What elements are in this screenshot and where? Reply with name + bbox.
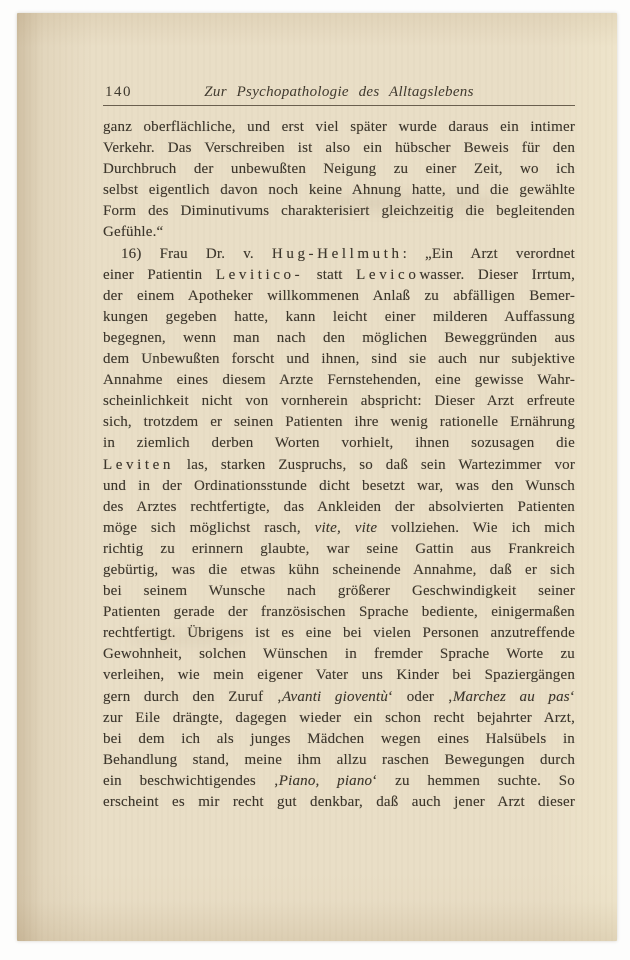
text-line	[103, 623, 575, 644]
text-line	[103, 539, 575, 560]
text-line	[103, 497, 575, 518]
text-segment: der einem Apotheker willkommenen Anlaß zu abfälligen Bemer-	[103, 287, 575, 304]
text-segment: in ziemlich derben Worten vorhielt, ihnen sozusagen die	[103, 435, 575, 452]
text-line	[103, 560, 575, 581]
text-line	[103, 328, 575, 349]
page-header	[103, 84, 575, 102]
text-line	[103, 138, 575, 159]
text-segment: ‘ zu hemmen suchte. So	[372, 772, 575, 789]
text-segment: statt	[303, 266, 357, 283]
text-segment: vollziehen. Wie ich mich	[377, 519, 575, 536]
text-segment: Gefühle.“	[103, 224, 164, 241]
text-segment: ein beschwichtigendes ‚	[103, 772, 279, 789]
text-line	[103, 307, 575, 328]
text-segment: Patienten gerade der französischen Sprache bediente, einigermaßen	[103, 604, 575, 621]
text-segment: einer Patientin	[103, 266, 216, 283]
text-segment: scheinlichkeit nicht von vornherein abspricht: Dieser Arzt erfreute	[103, 393, 575, 410]
text-segment: zur Eile drängte, dagegen wieder ein schon recht bejahrter Arzt,	[103, 709, 575, 726]
italic-text: Marchez au pas	[452, 688, 570, 705]
text-segment: des Arztes rechtfertigte, das Ankleiden der absolvierten Patienten	[103, 498, 575, 515]
text-segment: sich, trotzdem er seinen Patienten ihre wenig rationelle Ernährung	[103, 414, 575, 431]
text-segment: bei dem ich als junges Mädchen wegen eines Halsübels in	[103, 730, 575, 747]
page-number: 140	[105, 84, 132, 100]
text-segment: Verkehr. Das Verschreiben ist also ein hübscher Beweis für den	[103, 140, 575, 157]
letterspaced-text: Hug-Hellmuth	[271, 245, 403, 262]
text-line	[103, 708, 575, 729]
italic-text: Avanti gioventù	[281, 688, 389, 705]
text-segment	[341, 520, 355, 536]
text-segment: wasser. Dieser Irrtum,	[419, 266, 576, 283]
text-line	[103, 244, 575, 265]
text-segment: und in der Ordinationsstunde dicht besetzt war, was den Wunsch	[103, 477, 575, 494]
text-segment: bei seinem Wunsche nach größerer Geschwindigkeit seiner	[103, 583, 575, 600]
text-line	[103, 581, 575, 602]
text-segment: las, starken Zuspruchs, so daß sein Wartezimmer vor	[174, 456, 575, 473]
text-segment: richtig zu erinnern glaubte, war seine Gattin aus Frankreich	[103, 540, 575, 557]
text-segment: gebürtig, was die etwas kühn scheinende Annahme, daß er sich	[103, 561, 575, 578]
text-line	[103, 433, 575, 454]
text-line	[103, 286, 575, 307]
text-segment: 16) Frau Dr. v.	[121, 245, 272, 262]
text-line	[103, 159, 575, 180]
italic-text: Piano, piano	[278, 772, 373, 789]
text-segment: Behandlung stand, meine ihm allzu raschen Bewegungen durch	[103, 751, 575, 768]
text-segment: kungen gegeben hatte, kann leicht einer milderen Auffassung	[103, 308, 575, 325]
letterspaced-text: Levico	[356, 266, 420, 283]
header-rule	[103, 105, 575, 106]
text-line	[103, 665, 575, 686]
text-segment: ‘ oder ‚	[388, 688, 453, 705]
text-line	[103, 370, 575, 391]
text-segment: rechtfertigt. Übrigens ist es eine bei vielen Personen anzutreffende	[103, 625, 575, 642]
text-segment: selbst eigentlich davon noch keine Ahnung hatte, und die gewählte	[103, 182, 575, 199]
text-line	[103, 412, 575, 433]
text-line	[103, 771, 575, 792]
text-line	[103, 602, 575, 623]
text-segment: Gewohnheit, solchen Wünschen in fremder Sprache Worte zu	[103, 646, 575, 663]
text-segment: dem Unbewußten forscht und ihnen, sind sie auch nur subjektive	[103, 351, 575, 368]
text-segment: gern durch den Zuruf ‚	[103, 688, 282, 705]
text-line	[103, 644, 575, 665]
text-line	[103, 201, 575, 222]
italic-text: vite,	[314, 519, 341, 536]
text-segment: möge sich möglichst rasch,	[103, 519, 315, 536]
text-segment: ganz oberflächliche, und erst viel später wurde daraus ein intimer	[103, 119, 575, 135]
text-segment: ‘	[569, 688, 575, 705]
text-line	[103, 518, 575, 539]
text-line	[103, 750, 575, 771]
text-line	[103, 222, 575, 243]
text-segment: erscheint es mir recht gut denkbar, daß auch jener Arzt dieser	[103, 794, 575, 810]
text-line	[103, 265, 575, 286]
letterspaced-text: Leviten	[103, 456, 175, 473]
text-line	[103, 117, 575, 138]
text-line	[103, 687, 575, 708]
text-line	[103, 180, 575, 201]
text-segment: : „Ein Arzt verordnet	[402, 245, 575, 262]
text-segment: Form des Diminutivums charakterisiert gleichzeitig die begleitenden	[103, 203, 575, 220]
text-line	[103, 729, 575, 750]
text-segment: verleihen, wie mein eigener Vater uns Kinder bei Spaziergängen	[103, 667, 575, 684]
text-line	[103, 792, 575, 813]
text-line	[103, 391, 575, 412]
italic-text: vite	[354, 519, 378, 536]
letterspaced-text: Levitico-	[215, 266, 304, 283]
text-segment: Durchbruch der unbewußten Neigung zu einer Zeit, wo ich	[103, 161, 575, 178]
text-block	[103, 117, 575, 813]
text-segment: Annahme eines diesem Arzte Fernstehenden, eine gewisse Wahr-	[103, 372, 575, 389]
text-line	[103, 349, 575, 370]
text-line	[103, 455, 575, 476]
book-page	[17, 13, 617, 941]
text-segment: begegnen, wenn man nach den möglichen Beweggründen aus	[103, 329, 575, 346]
text-line	[103, 476, 575, 497]
running-title: Zur Psychopathologie des Alltagslebens	[204, 84, 474, 100]
